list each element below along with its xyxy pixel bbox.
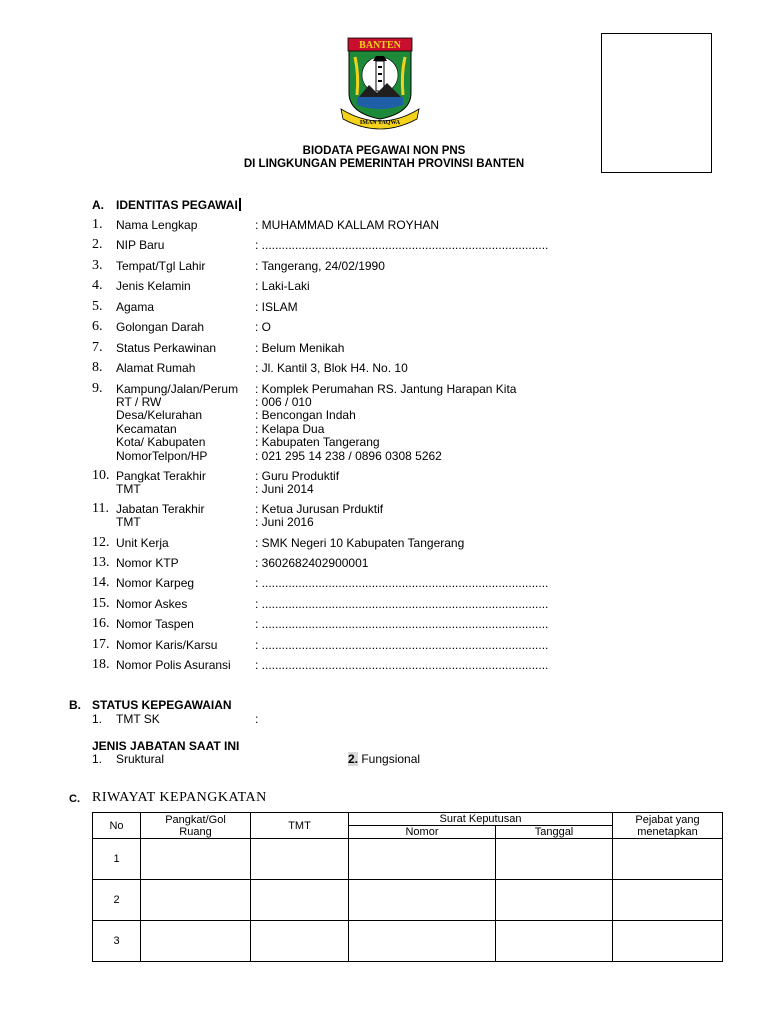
table-cell-empty[interactable] [251, 839, 349, 880]
table-cell-empty[interactable] [496, 839, 613, 880]
identity-field-label: Nomor Polis Asuransi [116, 657, 231, 672]
table-cell-empty[interactable] [251, 921, 349, 962]
banten-logo [337, 35, 423, 131]
identity-field-label: Nomor Karis/Karsu [116, 637, 218, 652]
header-pangkat-line1: Pangkat/Gol [165, 813, 226, 826]
header-pejabat-line1: Pejabat yang [635, 813, 700, 826]
table-cell-empty[interactable] [349, 839, 496, 880]
logo-top-text: BANTEN [359, 40, 401, 51]
identity-row-number: 10. [92, 468, 110, 483]
table-body [93, 839, 723, 962]
identity-field-value[interactable]: : Jl. Kantil 3, Blok H4. No. 10 [255, 360, 408, 375]
identity-field-value[interactable]: : Belum Menikah [255, 340, 345, 355]
identity-field-label: Nomor Askes [116, 596, 188, 611]
identity-field-label: Jabatan Terakhir [116, 501, 205, 516]
identity-row-number: 14. [92, 575, 110, 590]
identity-field-value[interactable]: : O [255, 319, 272, 334]
table-cell-empty[interactable] [349, 921, 496, 962]
identity-field-label: TMT [116, 514, 141, 529]
identity-row-number: 13. [92, 555, 110, 570]
identity-field-label: Nama Lengkap [116, 217, 198, 232]
identity-field-label: Unit Kerja [116, 535, 169, 550]
table-cell-empty[interactable] [141, 921, 251, 962]
table-row [93, 880, 723, 921]
identity-field-label: Status Perkawinan [116, 340, 217, 355]
identity-field-label: Agama [116, 299, 155, 314]
section-a-letter: A. [92, 198, 104, 212]
identity-row-number: 7. [92, 340, 103, 355]
identity-field-value[interactable]: : ...................................................................................... [255, 575, 549, 590]
identity-row-number: 16. [92, 616, 110, 631]
identity-field-value[interactable]: : ...................................................................................... [255, 637, 549, 652]
identity-row-number: 6. [92, 319, 103, 334]
identity-field-label: Tempat/Tgl Lahir [116, 258, 206, 273]
identity-field-value[interactable]: : 021 295 14 238 / 0896 0308 5262 [255, 448, 442, 463]
identity-row-number: 9. [92, 381, 103, 396]
header-nomor: Nomor [349, 826, 496, 839]
identity-row-number: 3. [92, 258, 103, 273]
tmt-sk-label: TMT SK [116, 712, 160, 726]
identity-field-value[interactable]: : MUHAMMAD KALLAM ROYHAN [255, 217, 440, 232]
jabatan-option2-number: 2. [348, 752, 359, 766]
identity-field-label: Kota/ Kabupaten [116, 435, 206, 450]
identity-row-number: 4. [92, 278, 103, 293]
section-c-heading: RIWAYAT KEPANGKATAN [92, 790, 267, 805]
table-cell-empty[interactable] [613, 839, 723, 880]
identity-field-value[interactable]: : SMK Negeri 10 Kabupaten Tangerang [255, 535, 465, 550]
identity-field-label: Kampung/Jalan/Perum [116, 381, 239, 396]
table-header-row [93, 813, 723, 826]
identity-field-value[interactable]: : Juni 2016 [255, 514, 314, 529]
identity-field-label: Nomor KTP [116, 555, 179, 570]
identity-field-value[interactable]: : ...................................................................................... [255, 657, 549, 672]
text-cursor [239, 198, 241, 211]
table-cell-empty[interactable] [251, 880, 349, 921]
identity-row-number: 17. [92, 637, 110, 652]
jabatan-option-struktural[interactable]: Sruktural [116, 752, 165, 766]
identity-field-value[interactable]: : Laki-Laki [255, 278, 310, 293]
identity-row-number: 18. [92, 657, 110, 672]
identity-field-value[interactable]: : Ketua Jurusan Prduktif [255, 501, 384, 516]
header-tanggal: Tanggal [496, 826, 613, 839]
section-a-heading-text: IDENTITAS PEGAWAI [116, 198, 238, 212]
table-cell-empty[interactable] [613, 880, 723, 921]
document-title-line1: BIODATA PEGAWAI NON PNS [302, 145, 466, 157]
identity-field-value[interactable]: : 006 / 010 [255, 394, 312, 409]
identity-field-label: Kecamatan [116, 421, 177, 436]
identity-field-value[interactable]: : 3602682402900001 [255, 555, 369, 570]
identity-field-value[interactable]: : Kelapa Dua [255, 421, 325, 436]
jabatan-option1-number: 1. [92, 752, 103, 766]
identity-field-label: RT / RW [116, 394, 162, 409]
identity-field-value[interactable]: : ...................................................................................... [255, 237, 549, 252]
identity-field-label: Nomor Karpeg [116, 575, 195, 590]
identity-field-label: NomorTelpon/HP [116, 448, 208, 463]
header-pejabat-line2: menetapkan [637, 825, 698, 838]
identity-field-value[interactable]: : Komplek Perumahan RS. Jantung Harapan Kita [255, 381, 517, 396]
identity-field-label: Jenis Kelamin [116, 278, 191, 293]
table-row [93, 839, 723, 880]
identity-field-label: NIP Baru [116, 237, 165, 252]
table-cell-empty[interactable] [496, 880, 613, 921]
identity-field-value[interactable]: : Guru Produktif [255, 468, 340, 483]
identity-field-value[interactable]: : ...................................................................................... [255, 596, 549, 611]
table-cell-empty[interactable] [141, 880, 251, 921]
identity-field-label: Nomor Taspen [116, 616, 194, 631]
jabatan-option2-label: Fungsional [358, 752, 421, 766]
table-cell-no: 3 [93, 921, 141, 962]
table-cell-no: 2 [93, 880, 141, 921]
identity-row-number: 2. [92, 237, 103, 252]
logo-motto: IMAN TAQWA [359, 120, 401, 126]
identity-field-label: Pangkat Terakhir [116, 468, 206, 483]
jabatan-option-fungsional[interactable] [348, 752, 420, 766]
identity-row-number: 1. [92, 217, 103, 232]
identity-field-value[interactable]: : Bencongan Indah [255, 408, 356, 423]
header-surat-keputusan: Surat Keputusan [349, 813, 613, 826]
section-a-heading [116, 198, 241, 212]
identity-field-value[interactable]: : Tangerang, 24/02/1990 [255, 258, 385, 273]
header-no: No [93, 813, 141, 839]
riwayat-kepangkatan-table [92, 812, 723, 962]
table-cell-empty[interactable] [141, 839, 251, 880]
table-cell-empty[interactable] [349, 880, 496, 921]
identity-field-label: Alamat Rumah [116, 360, 196, 375]
table-row [93, 921, 723, 962]
identity-field-label: Desa/Kelurahan [116, 408, 203, 423]
identity-row-number: 15. [92, 596, 110, 611]
document-title-line2: DI LINGKUNGAN PEMERINTAH PROVINSI BANTEN [243, 158, 525, 170]
header-pangkat-line2: Ruang [179, 825, 212, 838]
identity-field-label: Golongan Darah [116, 319, 205, 334]
section-c-letter: C. [69, 793, 80, 805]
identity-row-number: 12. [92, 535, 110, 550]
tmt-sk-number: 1. [92, 712, 103, 726]
section-b-heading: STATUS KEPEGAWAIAN [92, 698, 232, 712]
identity-field-label: TMT [116, 481, 141, 496]
identity-row-number: 8. [92, 360, 103, 375]
identity-field-value[interactable]: : Kabupaten Tangerang [255, 435, 380, 450]
identity-field-value[interactable]: : ...................................................................................... [255, 616, 549, 631]
identity-field-value[interactable]: : Juni 2014 [255, 481, 314, 496]
header-tmt: TMT [251, 813, 349, 839]
table-cell-empty[interactable] [613, 921, 723, 962]
identity-row-number: 5. [92, 299, 103, 314]
table-cell-empty[interactable] [496, 921, 613, 962]
identity-field-value[interactable]: : ISLAM [255, 299, 298, 314]
section-b-letter: B. [69, 698, 81, 712]
table-cell-no: 1 [93, 839, 141, 880]
tmt-sk-value[interactable]: : [255, 712, 259, 726]
identity-row-number: 11. [92, 501, 109, 516]
jenis-jabatan-heading: JENIS JABATAN SAAT INI [92, 739, 240, 753]
header-pejabat [613, 813, 723, 839]
header-pangkat [141, 813, 251, 839]
